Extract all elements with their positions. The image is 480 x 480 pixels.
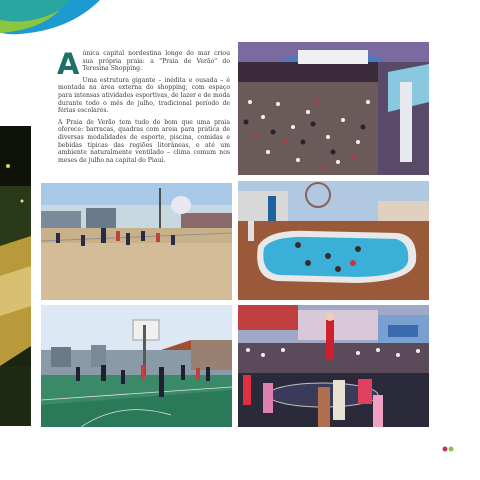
paragraph-structure: Uma estrutura gigante – inédita e ousada – é montada na área externa do shopping, com espaço para intensas atividades esportivas, de lazer e de moda durante todo o mês de julho, tradicional período de férias escolares. — [58, 76, 230, 115]
photo-swimming-pool — [238, 181, 429, 300]
article-text — [57, 47, 230, 168]
dropcap: A — [57, 47, 80, 81]
photo-crowd-event — [238, 42, 429, 175]
photo-stage-show — [238, 305, 429, 427]
photo-beach-volleyball — [41, 183, 232, 300]
photo-basketball-court — [41, 305, 232, 427]
paragraph-beach: A Praia de Verão tem tudo de bom que uma praia oferece: barracas, quadras com areia para prática de diversas modalidades de esporte, piscina, comidas e bebidas típicas das regiões litorâneas, e até um ambiente naturalmente ventilado – clima comum nos meses de julho na capital do Piauí. — [58, 118, 230, 164]
corner-swoosh-decoration — [0, 0, 100, 36]
paragraph-intro-text: única capital nordestina longe do mar criou sua própria praia: a "Praia de Verão" do Teresina Shopping. — [82, 50, 230, 73]
left-bleed-photo — [0, 126, 31, 426]
page-marker — [431, 444, 459, 454]
paragraph-intro — [57, 47, 230, 81]
